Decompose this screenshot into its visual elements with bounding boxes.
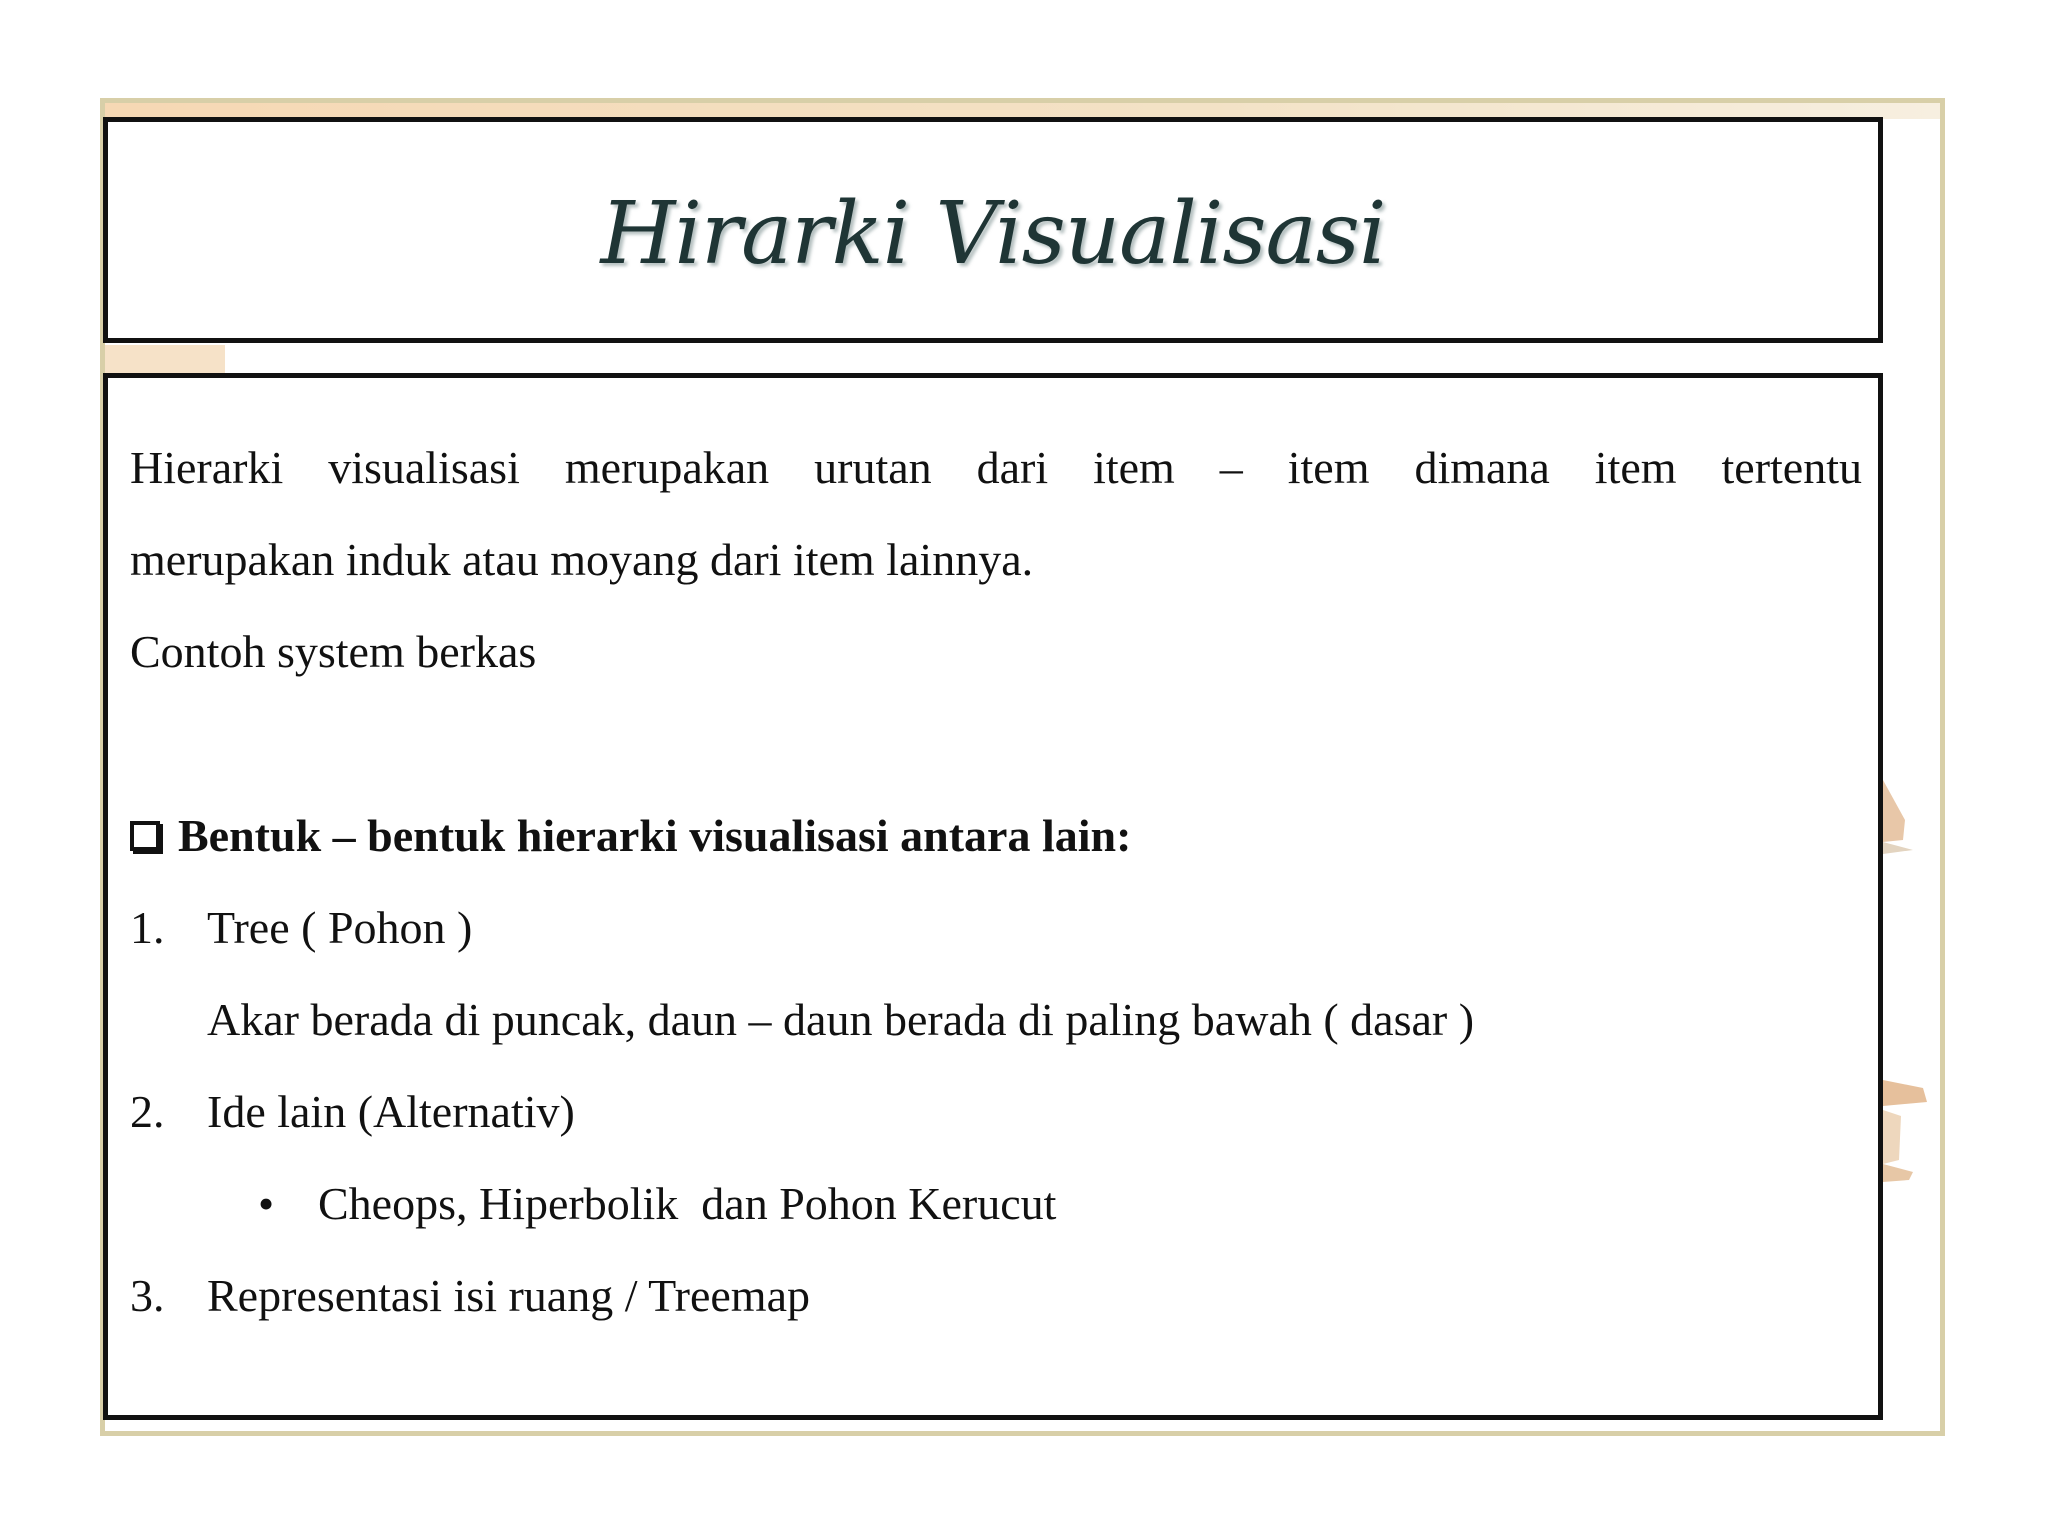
subitem-text: Cheops, Hiperbolik dan Pohon Kerucut xyxy=(318,1178,1057,1229)
section-heading-text: Bentuk – bentuk hierarki visualisasi antara lain: xyxy=(178,810,1132,861)
list-item-1-description: Akar berada di puncak, daun – daun berada di paling bawah ( dasar ) xyxy=(207,994,1475,1045)
list-item-label: Representasi isi ruang / Treemap xyxy=(207,1270,811,1321)
checkbox-bullet-icon xyxy=(130,821,160,851)
title-box xyxy=(103,117,1883,343)
bullet-icon: • xyxy=(258,1178,275,1229)
list-item-label: Tree ( Pohon ) xyxy=(207,902,473,953)
content-body xyxy=(130,422,1862,1342)
list-number: 3. xyxy=(130,1270,165,1321)
intro-line-1: Hierarki visualisasi merupakan urutan dari item – item dimana item tertentu xyxy=(130,442,1862,493)
list-item-label: Ide lain (Alternativ) xyxy=(207,1086,575,1137)
list-item-2-subitem xyxy=(130,1158,1862,1250)
spacer xyxy=(130,698,1862,790)
list-item-2 xyxy=(130,1066,1862,1158)
list-number: 1. xyxy=(130,902,165,953)
example-line: Contoh system berkas xyxy=(130,626,537,677)
list-item-3 xyxy=(130,1250,1862,1342)
list-item-1 xyxy=(130,882,1862,974)
intro-line-2: merupakan induk atau moyang dari item lainnya. xyxy=(130,534,1034,585)
section-heading xyxy=(130,790,1862,882)
content-box xyxy=(103,373,1883,1420)
list-number: 2. xyxy=(130,1086,165,1137)
decorative-column-graphic xyxy=(1883,780,1938,1220)
slide-title: Hirarki Visualisasi xyxy=(600,184,1386,284)
